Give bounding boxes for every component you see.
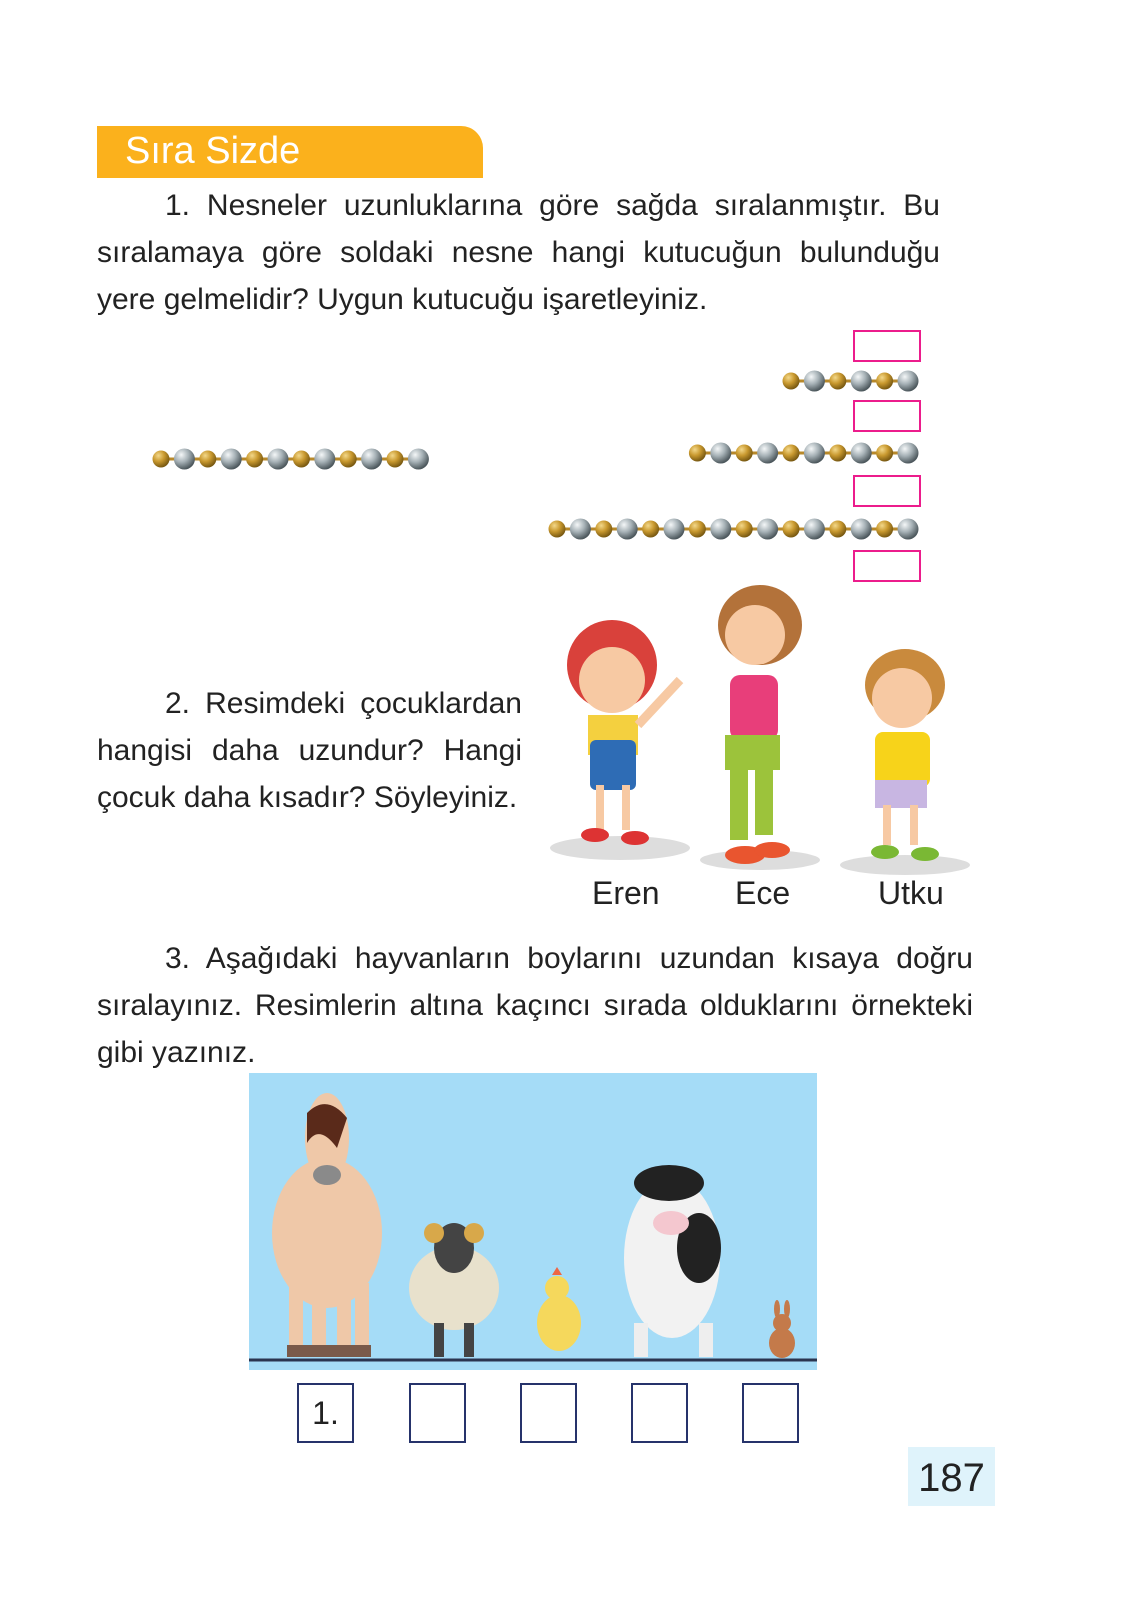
answer-box-cow[interactable] bbox=[631, 1383, 688, 1443]
question-3-text: 3. Aşağıdaki hayvanların boylarını uzundan kısaya doğru sıralayınız. Resimlerin altına kaçıncı sırada olduklarını örnekteki gibi yazınız. bbox=[97, 942, 973, 1069]
question-2-text: 2. Resimdeki çocuklardan hangisi daha uzundur? Hangi çocuk daha kısadır? Söyleyiniz. bbox=[97, 687, 522, 814]
gold-bead bbox=[876, 373, 893, 390]
silver-bead bbox=[757, 443, 778, 464]
gold-bead bbox=[549, 521, 566, 538]
silver-bead bbox=[851, 371, 872, 392]
silver-bead bbox=[804, 443, 825, 464]
answer-box-rabbit[interactable] bbox=[742, 1383, 799, 1443]
bead-string-left bbox=[153, 449, 429, 470]
gold-bead bbox=[876, 521, 893, 538]
child-name-ece: Ece bbox=[735, 875, 791, 911]
silver-bead bbox=[898, 443, 919, 464]
bead-string-right-3 bbox=[549, 519, 919, 540]
silver-bead bbox=[804, 371, 825, 392]
child-name-eren: Eren bbox=[592, 875, 660, 911]
silver-bead bbox=[757, 519, 778, 540]
gold-bead bbox=[642, 521, 659, 538]
answer-box-sheep[interactable] bbox=[409, 1383, 466, 1443]
children-illustration bbox=[550, 580, 980, 880]
gold-bead bbox=[340, 451, 357, 468]
gold-bead bbox=[783, 373, 800, 390]
silver-bead bbox=[361, 449, 382, 470]
gold-bead bbox=[876, 445, 893, 462]
gold-bead bbox=[736, 445, 753, 462]
section-title: Sıra Sizde bbox=[125, 130, 301, 172]
answer-box-chick[interactable] bbox=[520, 1383, 577, 1443]
silver-bead bbox=[408, 449, 429, 470]
silver-bead bbox=[570, 519, 591, 540]
silver-bead bbox=[851, 443, 872, 464]
silver-bead bbox=[710, 519, 731, 540]
silver-bead bbox=[174, 449, 195, 470]
silver-bead bbox=[851, 519, 872, 540]
child-utku bbox=[865, 649, 945, 861]
gold-bead bbox=[199, 451, 216, 468]
child-name-utku: Utku bbox=[878, 875, 944, 911]
bead-string-right-1 bbox=[783, 371, 919, 392]
gold-bead bbox=[153, 451, 170, 468]
answer-box-horse[interactable]: 1. bbox=[297, 1383, 354, 1443]
silver-bead bbox=[710, 443, 731, 464]
child-eren bbox=[567, 620, 680, 845]
gold-bead bbox=[246, 451, 263, 468]
gold-bead bbox=[387, 451, 404, 468]
silver-bead bbox=[804, 519, 825, 540]
silver-bead bbox=[664, 519, 685, 540]
question-3 bbox=[97, 935, 973, 1076]
gold-bead bbox=[595, 521, 612, 538]
silver-bead bbox=[314, 449, 335, 470]
silver-bead bbox=[268, 449, 289, 470]
gold-bead bbox=[829, 521, 846, 538]
question-1-text: 1. Nesneler uzunluklarına göre sağda sıralanmıştır. Bu sıralamaya göre soldaki nesne hangi kutucuğun bulunduğu yere gelmelidir? Uygun kutucuğu işaretleyiniz. bbox=[97, 189, 940, 316]
silver-bead bbox=[898, 519, 919, 540]
bead-string-right-2 bbox=[689, 443, 919, 464]
silver-bead bbox=[617, 519, 638, 540]
animals-panel bbox=[249, 1073, 817, 1370]
gold-bead bbox=[293, 451, 310, 468]
bead-strings bbox=[0, 0, 1134, 600]
gold-bead bbox=[689, 521, 706, 538]
gold-bead bbox=[829, 373, 846, 390]
silver-bead bbox=[898, 371, 919, 392]
gold-bead bbox=[736, 521, 753, 538]
gold-bead bbox=[689, 445, 706, 462]
page-number: 187 bbox=[908, 1447, 995, 1506]
question-2 bbox=[97, 680, 522, 821]
child-ece bbox=[718, 585, 802, 864]
gold-bead bbox=[783, 521, 800, 538]
gold-bead bbox=[829, 445, 846, 462]
gold-bead bbox=[783, 445, 800, 462]
silver-bead bbox=[221, 449, 242, 470]
